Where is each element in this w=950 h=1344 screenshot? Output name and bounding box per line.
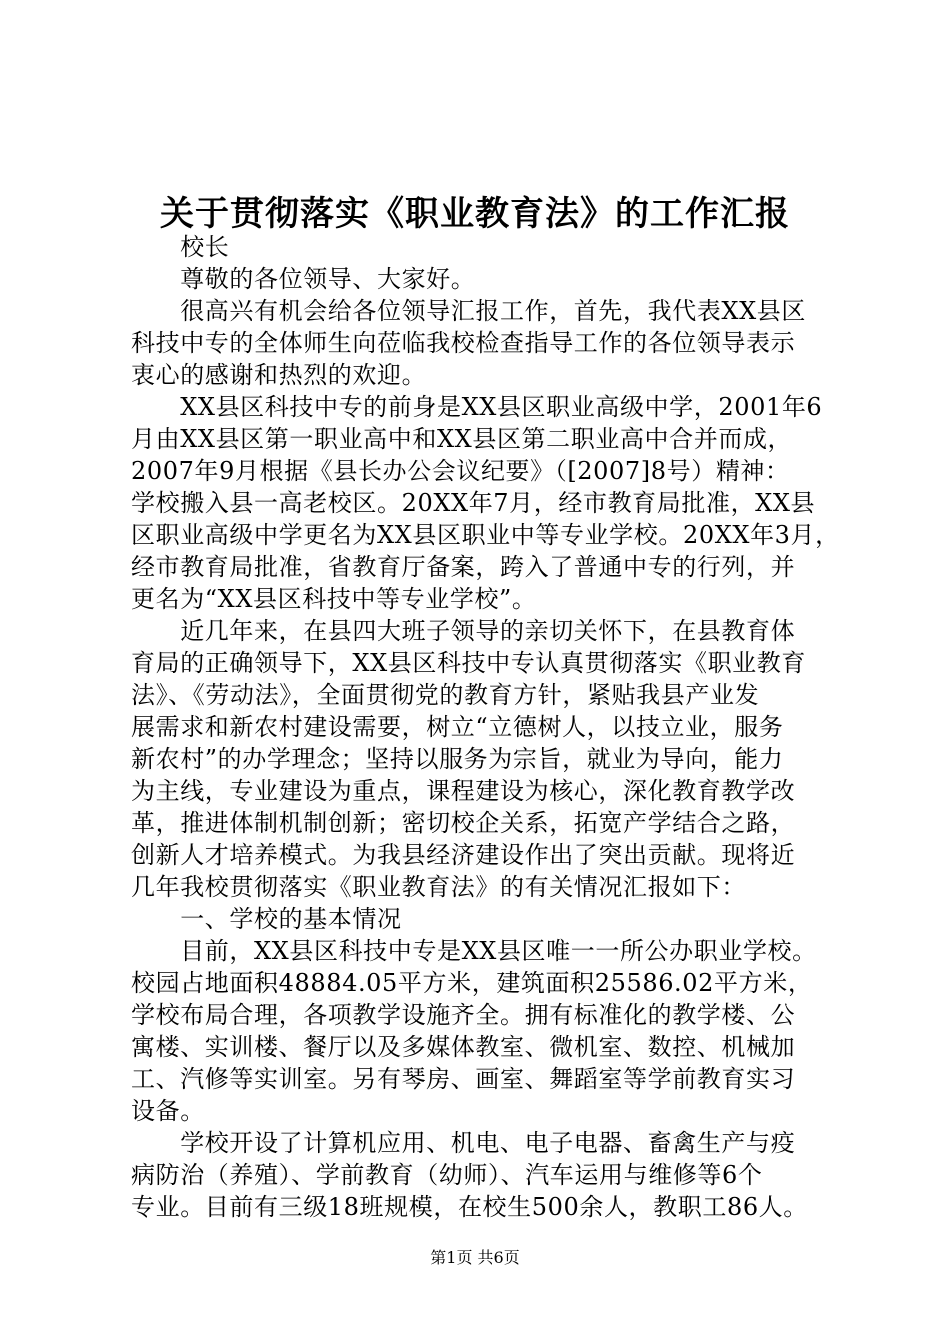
body-text-line: 工、汽修等实训室。另有琴房、画室、舞蹈室等学前教育实习 bbox=[131, 1065, 796, 1093]
body-text-line: 校长 bbox=[131, 233, 230, 261]
body-text-line: 区职业高级中学更名为XX县区职业中等专业学校。20XX年3月， bbox=[131, 521, 840, 549]
body-text-line: 一、学校的基本情况 bbox=[131, 905, 402, 933]
body-text-line: 寓楼、实训楼、餐厅以及多媒体教室、微机室、数控、机械加 bbox=[131, 1033, 796, 1061]
page-footer: 第1页 共6页 bbox=[430, 1248, 520, 1267]
body-text-line: 月由XX县区第一职业高中和XX县区第二职业高中合并而成， bbox=[131, 425, 793, 453]
body-text-line: 革，推进体制机制创新；密切校企关系，拓宽产学结合之路， bbox=[131, 809, 796, 837]
body-text-line: 几年我校贯彻落实《职业教育法》的有关情况汇报如下： bbox=[131, 873, 746, 901]
body-text-line: 近几年来，在县四大班子领导的亲切关怀下，在县教育体 bbox=[131, 617, 796, 645]
body-text-line: 2007年9月根据《县长办公会议纪要》（[2007]8号）精神： bbox=[131, 457, 790, 485]
body-text-line: 育局的正确领导下，XX县区科技中专认真贯彻落实《职业教育 bbox=[131, 649, 806, 677]
body-text-line: 法》、《劳动法》，全面贯彻党的教育方针，紧贴我县产业发 bbox=[131, 681, 760, 709]
body-text-line: XX县区科技中专的前身是XX县区职业高级中学，2001年6 bbox=[131, 393, 823, 421]
body-text-line: 科技中专的全体师生向莅临我校检查指导工作的各位领导表示 bbox=[131, 329, 796, 357]
body-text-line: 设备。 bbox=[131, 1097, 205, 1125]
body-text-line: 学校开设了计算机应用、机电、电子电器、畜禽生产与疫 bbox=[131, 1129, 796, 1157]
body-text-line: 很高兴有机会给各位领导汇报工作，首先，我代表XX县区 bbox=[131, 297, 806, 325]
body-text-line: 病防治（养殖）、学前教育（幼师）、汽车运用与维修等6个 bbox=[131, 1161, 763, 1189]
body-text-line: 更名为“XX县区科技中等专业学校”。 bbox=[131, 585, 537, 613]
body-text-line: 学校布局合理，各项教学设施齐全。拥有标准化的教学楼、公 bbox=[131, 1001, 796, 1029]
body-text-line: 衷心的感谢和热烈的欢迎。 bbox=[131, 361, 427, 389]
body-text-line: 目前，XX县区科技中专是XX县区唯一一所公办职业学校。 bbox=[131, 937, 817, 965]
body-text-line: 校园占地面积48884.05平方米，建筑面积25586.02平方米， bbox=[131, 969, 813, 997]
body-text-line: 为主线，专业建设为重点，课程建设为核心，深化教育教学改 bbox=[131, 777, 796, 805]
document-title: 关于贯彻落实《职业教育法》的工作汇报 bbox=[160, 194, 790, 234]
body-text-line: 展需求和新农村建设需要，树立“立德树人，以技立业，服务 bbox=[131, 713, 784, 741]
body-text-line: 尊敬的各位领导、大家好。 bbox=[131, 265, 476, 293]
body-text-line: 新农村”的办学理念；坚持以服务为宗旨，就业为导向，能力 bbox=[131, 745, 784, 773]
body-text-line: 经市教育局批准，省教育厅备案，跨入了普通中专的行列，并 bbox=[131, 553, 796, 581]
body-text-line: 学校搬入县一高老校区。20XX年7月，经市教育局批准，XX县 bbox=[131, 489, 816, 517]
body-text-line: 专业。目前有三级18班规模，在校生500余人，教职工86人。 bbox=[131, 1193, 808, 1221]
body-text-line: 创新人才培养模式。为我县经济建设作出了突出贡献。现将近 bbox=[131, 841, 796, 869]
